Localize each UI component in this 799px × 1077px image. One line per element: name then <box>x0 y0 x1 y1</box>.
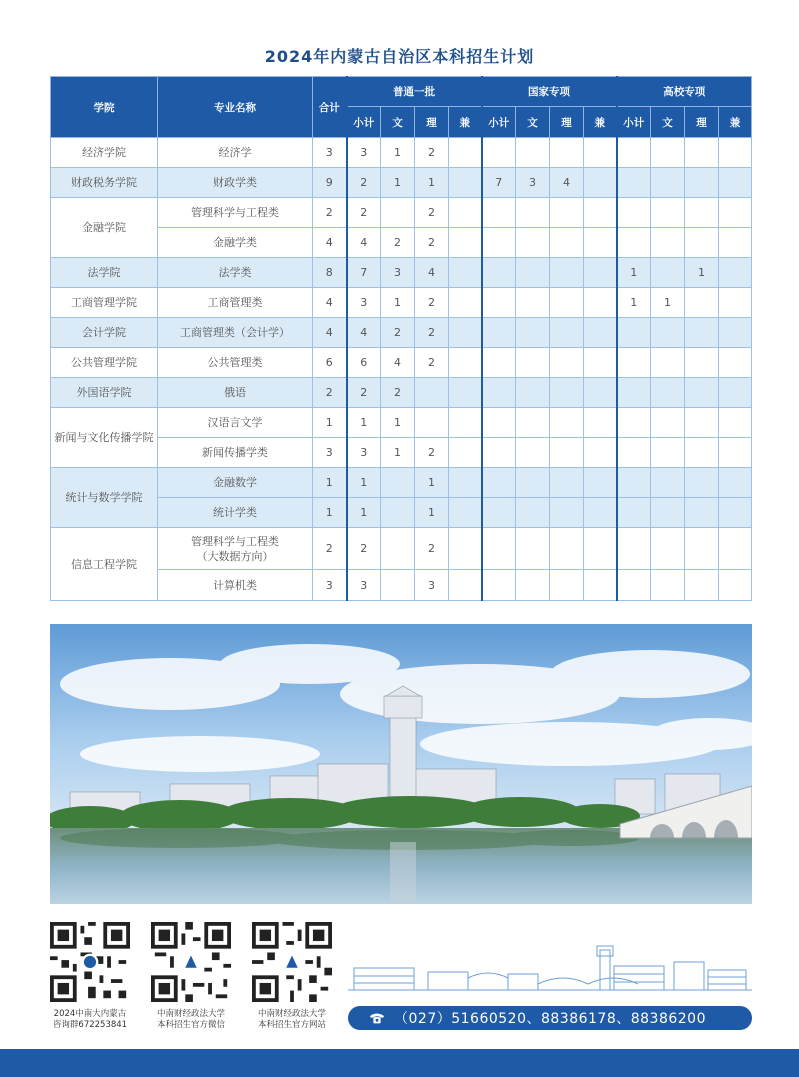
quota-cell <box>719 348 752 378</box>
footer-band <box>0 1049 799 1077</box>
phone-numbers[interactable]: （027）51660520、88386178、88386200 <box>394 1011 706 1027</box>
quota-cell <box>449 348 482 378</box>
college-cell: 公共管理学院 <box>51 348 158 378</box>
quota-cell: 3 <box>347 570 381 601</box>
subheader-science: 理 <box>550 107 584 138</box>
quota-cell: 2 <box>415 528 449 570</box>
quota-cell: 1 <box>381 168 415 198</box>
quota-cell <box>719 468 752 498</box>
quota-cell <box>449 138 482 168</box>
college-cell: 新闻与文化传播学院 <box>51 408 158 468</box>
quota-cell <box>617 378 651 408</box>
quota-cell <box>617 468 651 498</box>
quota-cell <box>685 228 719 258</box>
quota-cell <box>516 570 550 601</box>
table-body <box>51 138 752 601</box>
quota-cell <box>449 168 482 198</box>
quota-cell <box>617 198 651 228</box>
quota-cell: 1 <box>347 468 381 498</box>
quota-cell: 7 <box>482 168 516 198</box>
quota-cell <box>719 198 752 228</box>
quota-cell <box>617 318 651 348</box>
subheader-subtotal: 小计 <box>347 107 381 138</box>
total-cell: 8 <box>313 258 347 288</box>
quota-cell: 2 <box>347 528 381 570</box>
quota-cell <box>482 498 516 528</box>
major-cell: 财政学类 <box>158 168 313 198</box>
quota-cell <box>719 318 752 348</box>
major-direction: （大数据方向） <box>196 549 274 563</box>
quota-cell <box>516 468 550 498</box>
quota-cell <box>685 198 719 228</box>
quota-cell <box>584 468 617 498</box>
quota-cell <box>584 528 617 570</box>
quota-cell: 1 <box>415 498 449 528</box>
quota-cell <box>584 168 617 198</box>
major-cell: 新闻传播学类 <box>158 438 313 468</box>
subheader-subtotal: 小计 <box>482 107 516 138</box>
quota-cell <box>516 498 550 528</box>
quota-cell <box>449 570 482 601</box>
subheader-arts: 文 <box>381 107 415 138</box>
quota-cell <box>685 528 719 570</box>
quota-cell: 3 <box>347 438 381 468</box>
quota-cell <box>685 348 719 378</box>
subheader-science: 理 <box>685 107 719 138</box>
quota-cell <box>482 288 516 318</box>
quota-cell <box>550 378 584 408</box>
quota-cell: 2 <box>381 228 415 258</box>
total-cell: 4 <box>313 228 347 258</box>
quota-cell <box>719 438 752 468</box>
quota-cell <box>550 348 584 378</box>
major-cell: 金融数学 <box>158 468 313 498</box>
quota-cell <box>550 138 584 168</box>
quota-cell <box>482 138 516 168</box>
quota-cell <box>550 438 584 468</box>
college-cell: 外国语学院 <box>51 378 158 408</box>
quota-cell <box>584 198 617 228</box>
quota-cell <box>651 378 685 408</box>
qr-code-icon[interactable] <box>252 922 332 1002</box>
quota-cell <box>381 570 415 601</box>
quota-cell <box>685 288 719 318</box>
quota-cell: 2 <box>381 378 415 408</box>
quota-cell <box>415 408 449 438</box>
quota-cell <box>685 378 719 408</box>
quota-cell: 6 <box>347 348 381 378</box>
major-cell: 经济学 <box>158 138 313 168</box>
quota-cell <box>550 258 584 288</box>
quota-cell <box>584 318 617 348</box>
quota-cell <box>449 198 482 228</box>
quota-cell: 1 <box>381 408 415 438</box>
quota-cell <box>550 198 584 228</box>
quota-cell <box>482 408 516 438</box>
quota-cell <box>449 228 482 258</box>
quota-cell <box>381 528 415 570</box>
total-cell: 4 <box>313 318 347 348</box>
total-cell: 1 <box>313 468 347 498</box>
qr-caption: 中南财经政法大学 本科招生官方网站 <box>257 1009 326 1030</box>
qr-caption: 2024中南大内蒙古 咨询群672253841 <box>52 1009 128 1030</box>
quota-cell: 2 <box>415 318 449 348</box>
quota-cell <box>719 378 752 408</box>
quota-cell <box>449 468 482 498</box>
subheader-both: 兼 <box>719 107 752 138</box>
quota-cell <box>584 570 617 601</box>
quota-cell <box>550 318 584 348</box>
quota-cell: 3 <box>415 570 449 601</box>
quota-cell <box>651 408 685 438</box>
quota-cell: 4 <box>347 228 381 258</box>
quota-cell <box>685 138 719 168</box>
quota-cell: 2 <box>415 438 449 468</box>
major-cell: 管理科学与工程类 <box>158 198 313 228</box>
quota-cell <box>651 168 685 198</box>
table-row <box>51 168 752 198</box>
quota-cell <box>584 288 617 318</box>
table-row <box>51 288 752 318</box>
quota-cell <box>584 378 617 408</box>
major-cell: 工商管理类（会计学） <box>158 318 313 348</box>
quota-cell <box>381 498 415 528</box>
header-major: 专业名称 <box>158 77 313 138</box>
quota-cell <box>482 570 516 601</box>
quota-cell <box>516 138 550 168</box>
quota-cell <box>617 168 651 198</box>
campus-lake-image <box>50 624 752 904</box>
quota-cell <box>617 348 651 378</box>
college-cell: 法学院 <box>51 258 158 288</box>
quota-cell <box>516 318 550 348</box>
quota-cell <box>516 528 550 570</box>
quota-cell <box>550 408 584 438</box>
major-cell <box>158 528 313 570</box>
header-group-national: 国家专项 <box>482 77 617 107</box>
quota-cell <box>449 258 482 288</box>
total-cell: 2 <box>313 198 347 228</box>
quota-cell <box>685 408 719 438</box>
major-cell: 工商管理类 <box>158 288 313 318</box>
table-row <box>51 468 752 498</box>
quota-cell: 4 <box>381 348 415 378</box>
quota-cell <box>516 288 550 318</box>
quota-cell <box>516 258 550 288</box>
quota-cell: 1 <box>415 168 449 198</box>
quota-cell <box>617 528 651 570</box>
quota-cell <box>617 498 651 528</box>
quota-cell <box>516 438 550 468</box>
page-title: 2024年内蒙古自治区本科招生计划 <box>264 47 535 66</box>
college-cell: 金融学院 <box>51 198 158 258</box>
quota-cell: 1 <box>381 438 415 468</box>
quota-cell <box>651 498 685 528</box>
major-cell: 汉语言文学 <box>158 408 313 438</box>
quota-cell <box>685 168 719 198</box>
quota-cell: 1 <box>347 498 381 528</box>
quota-cell <box>617 138 651 168</box>
quota-cell: 1 <box>381 288 415 318</box>
quota-cell: 2 <box>415 138 449 168</box>
quota-cell <box>482 348 516 378</box>
quota-cell <box>617 570 651 601</box>
college-cell: 会计学院 <box>51 318 158 348</box>
quota-cell <box>584 348 617 378</box>
quota-cell <box>719 498 752 528</box>
quota-cell <box>617 438 651 468</box>
quota-cell <box>449 408 482 438</box>
quota-cell: 1 <box>381 138 415 168</box>
quota-cell <box>719 138 752 168</box>
quota-cell <box>449 528 482 570</box>
header-total: 合计 <box>313 77 347 138</box>
quota-cell <box>449 288 482 318</box>
quota-cell <box>685 498 719 528</box>
subheader-subtotal: 小计 <box>617 107 651 138</box>
quota-cell <box>651 528 685 570</box>
quota-cell <box>651 138 685 168</box>
quota-cell <box>516 408 550 438</box>
quota-cell <box>516 198 550 228</box>
quota-cell: 3 <box>516 168 550 198</box>
quota-cell <box>482 378 516 408</box>
table-row <box>51 198 752 228</box>
total-cell: 3 <box>313 138 347 168</box>
quota-cell <box>719 168 752 198</box>
quota-cell <box>651 198 685 228</box>
quota-cell <box>584 138 617 168</box>
quota-cell: 1 <box>617 288 651 318</box>
quota-cell: 2 <box>415 228 449 258</box>
total-cell: 2 <box>313 528 347 570</box>
total-cell: 1 <box>313 498 347 528</box>
quota-cell <box>482 228 516 258</box>
table-row <box>51 318 752 348</box>
qr-official-wechat[interactable] <box>149 922 233 1031</box>
header-group-regular: 普通一批 <box>347 77 482 107</box>
quota-cell <box>584 228 617 258</box>
quota-cell: 1 <box>685 258 719 288</box>
qr-caption: 中南财经政法大学 本科招生官方微信 <box>156 1009 225 1030</box>
major-cell: 法学类 <box>158 258 313 288</box>
table-row <box>51 348 752 378</box>
quota-cell <box>482 528 516 570</box>
quota-cell <box>381 468 415 498</box>
total-cell: 4 <box>313 288 347 318</box>
quota-cell <box>719 258 752 288</box>
total-cell: 2 <box>313 378 347 408</box>
total-cell: 3 <box>313 438 347 468</box>
total-cell: 1 <box>313 408 347 438</box>
quota-cell <box>584 498 617 528</box>
quota-cell <box>550 228 584 258</box>
enrollment-plan-table <box>50 76 752 601</box>
major-cell: 计算机类 <box>158 570 313 601</box>
major-name: 管理科学与工程类 <box>191 534 279 548</box>
subheader-arts: 文 <box>516 107 550 138</box>
quota-cell <box>516 228 550 258</box>
quota-cell <box>449 378 482 408</box>
quota-cell <box>651 228 685 258</box>
quota-cell <box>719 570 752 601</box>
campus-skyline-illustration <box>348 944 752 996</box>
quota-cell <box>651 258 685 288</box>
quota-cell <box>449 318 482 348</box>
quota-cell: 3 <box>381 258 415 288</box>
quota-cell <box>550 468 584 498</box>
quota-cell <box>550 570 584 601</box>
quota-cell <box>617 408 651 438</box>
quota-cell <box>584 408 617 438</box>
quota-cell <box>651 438 685 468</box>
total-cell: 6 <box>313 348 347 378</box>
quota-cell <box>685 570 719 601</box>
quota-cell <box>449 498 482 528</box>
quota-cell: 3 <box>347 138 381 168</box>
subheader-both: 兼 <box>584 107 617 138</box>
quota-cell <box>482 438 516 468</box>
quota-cell: 2 <box>415 288 449 318</box>
table-row <box>51 378 752 408</box>
quota-cell: 3 <box>347 288 381 318</box>
quota-cell <box>719 408 752 438</box>
total-cell: 9 <box>313 168 347 198</box>
campus-photo <box>50 624 752 904</box>
quota-cell <box>482 318 516 348</box>
table-row <box>51 138 752 168</box>
table-row <box>51 408 752 438</box>
subheader-both: 兼 <box>449 107 482 138</box>
college-cell: 财政税务学院 <box>51 168 158 198</box>
quota-cell <box>651 570 685 601</box>
quota-cell <box>685 318 719 348</box>
college-cell: 统计与数学学院 <box>51 468 158 528</box>
quota-cell: 2 <box>347 198 381 228</box>
quota-cell <box>482 258 516 288</box>
quota-cell <box>449 438 482 468</box>
subheader-arts: 文 <box>651 107 685 138</box>
quota-cell <box>415 378 449 408</box>
quota-cell <box>550 528 584 570</box>
quota-cell <box>617 228 651 258</box>
quota-cell: 1 <box>651 288 685 318</box>
quota-cell: 1 <box>347 408 381 438</box>
major-cell: 统计学类 <box>158 498 313 528</box>
quota-cell: 4 <box>347 318 381 348</box>
subheader-science: 理 <box>415 107 449 138</box>
quota-cell: 1 <box>617 258 651 288</box>
major-cell: 俄语 <box>158 378 313 408</box>
quota-cell <box>516 348 550 378</box>
quota-cell: 4 <box>550 168 584 198</box>
table-row <box>51 258 752 288</box>
quota-cell <box>584 258 617 288</box>
table-row <box>51 528 752 570</box>
quota-cell <box>719 288 752 318</box>
quota-cell: 2 <box>347 168 381 198</box>
major-cell: 公共管理类 <box>158 348 313 378</box>
quota-cell: 2 <box>415 198 449 228</box>
quota-cell <box>516 378 550 408</box>
qr-code-icon[interactable] <box>151 922 231 1002</box>
quota-cell <box>584 438 617 468</box>
header-group-university: 高校专项 <box>617 77 752 107</box>
quota-cell <box>719 528 752 570</box>
quota-cell <box>685 468 719 498</box>
qr-official-website[interactable] <box>250 922 334 1031</box>
quota-cell <box>651 468 685 498</box>
qr-consult-group[interactable] <box>48 922 132 1031</box>
college-cell: 信息工程学院 <box>51 528 158 601</box>
header-college: 学院 <box>51 77 158 138</box>
college-cell: 经济学院 <box>51 138 158 168</box>
quota-cell <box>482 468 516 498</box>
total-cell: 3 <box>313 570 347 601</box>
quota-cell <box>550 288 584 318</box>
quota-cell <box>482 198 516 228</box>
major-cell: 金融学类 <box>158 228 313 258</box>
quota-cell <box>685 438 719 468</box>
quota-cell <box>719 228 752 258</box>
contact-phone-bar <box>348 1006 752 1030</box>
quota-cell <box>381 198 415 228</box>
quota-cell: 2 <box>381 318 415 348</box>
phone-icon <box>368 1009 386 1027</box>
quota-cell: 2 <box>415 348 449 378</box>
quota-cell <box>651 348 685 378</box>
quota-cell: 4 <box>415 258 449 288</box>
quota-cell <box>651 318 685 348</box>
quota-cell: 2 <box>347 378 381 408</box>
college-cell: 工商管理学院 <box>51 288 158 318</box>
quota-cell <box>550 498 584 528</box>
quota-cell: 1 <box>415 468 449 498</box>
qr-code-icon[interactable] <box>50 922 130 1002</box>
quota-cell: 7 <box>347 258 381 288</box>
